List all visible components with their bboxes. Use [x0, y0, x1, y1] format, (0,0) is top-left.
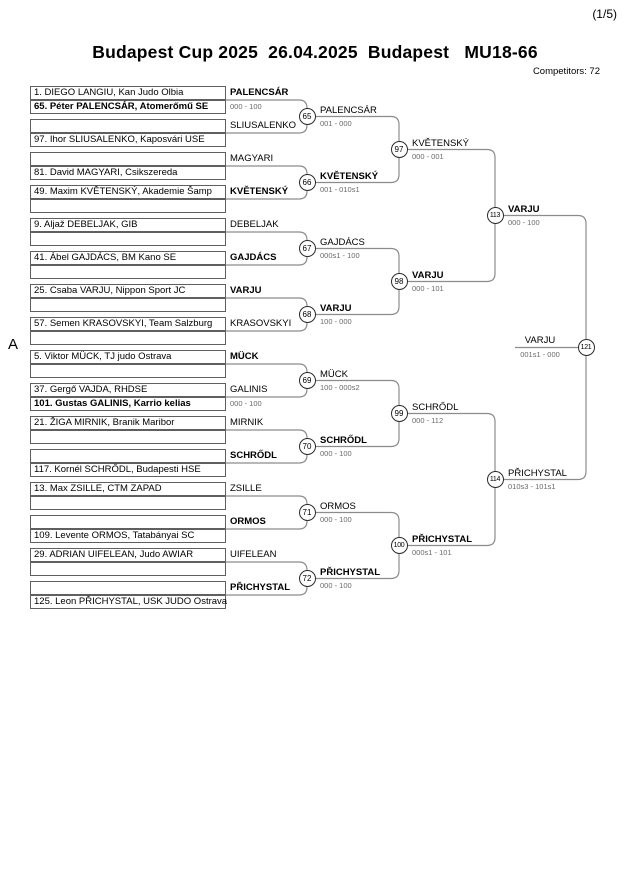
competitor-box: 5. Viktor MÜCK, TJ judo Ostrava — [30, 350, 226, 364]
competitor-box: 13. Max ZSILLE, CTM ZAPAD — [30, 482, 226, 496]
competitor-box — [30, 515, 226, 529]
competitor-box: 109. Levente ORMOS, Tatabányai SC — [30, 529, 226, 543]
round2-winner-label: PALENCSÁR — [320, 104, 377, 116]
competitor-box — [30, 581, 226, 595]
quarterfinal-match-score: 000 - 101 — [412, 283, 444, 293]
match-number-badge: 71 — [299, 504, 316, 521]
round2-winner-label: VARJU — [320, 302, 352, 314]
round2-winner-label: KVĚTENSKÝ — [320, 170, 379, 182]
section-marker-a: A — [8, 336, 19, 353]
quarterfinal-winner-label: VARJU — [412, 269, 444, 281]
round1-winner-label: MÜCK — [230, 351, 259, 362]
competitor-box — [30, 152, 226, 166]
round1-winner-label: KVĚTENSKÝ — [230, 186, 289, 197]
competitor-box: 21. ŽIGA MIRNIK, Branik Maribor — [30, 416, 226, 430]
quarterfinal-match-score: 000 - 001 — [412, 151, 444, 161]
match-number-badge: 70 — [299, 438, 316, 455]
quarterfinal-winner-label: SCHRŐDL — [412, 401, 459, 413]
match-number-badge: 72 — [299, 570, 316, 587]
competitor-box — [30, 562, 226, 576]
quarterfinal-winner-label: PŘICHYSTAL — [412, 533, 472, 545]
round1-winner-label: DEBELJAK — [230, 219, 279, 230]
match-number-badge: 69 — [299, 372, 316, 389]
round2-match-score: 000s1 - 100 — [320, 250, 360, 260]
round1-winner-label: PALENCSÁR — [230, 87, 289, 98]
competitors-count: Competitors: 72 — [532, 66, 600, 77]
round1-winner-label: KRASOVSKYI — [230, 318, 292, 329]
round1-winner-label: UIFELEAN — [230, 549, 277, 560]
semifinal-match-score: 000 - 100 — [508, 217, 540, 227]
competitor-box — [30, 265, 226, 279]
final-match-score: 001s1 - 000 — [520, 349, 560, 359]
round2-winner-label: SCHRŐDL — [320, 434, 367, 446]
round2-winner-label: MÜCK — [320, 368, 348, 380]
quarterfinal-match-score: 000 - 112 — [412, 415, 444, 425]
competitor-box — [30, 449, 226, 463]
competitor-box: 57. Semen KRASOVSKYI, Team Salzburg — [30, 317, 226, 331]
competitor-box — [30, 331, 226, 345]
competitor-box — [30, 232, 226, 246]
competitor-box: 41. Ábel GAJDÁCS, BM Kano SE — [30, 251, 226, 265]
competitor-box: 37. Gergő VAJDA, RHDSE — [30, 383, 226, 397]
round1-winner-label: GAJDÁCS — [230, 252, 277, 263]
semifinal-winner-label: PŘICHYSTAL — [508, 467, 567, 479]
match-number-badge: 97 — [391, 141, 408, 158]
match-number-badge: 99 — [391, 405, 408, 422]
match-number-badge: 121 — [578, 339, 595, 356]
competitor-box: 81. David MAGYARI, Csikszereda — [30, 166, 226, 180]
competitor-box — [30, 364, 226, 378]
competitor-box: 117. Kornél SCHRŐDL, Budapesti HSE — [30, 463, 226, 477]
semifinal-winner-label: VARJU — [508, 203, 540, 215]
round1-winner-label: GALINIS — [230, 384, 268, 395]
round2-match-score: 001 - 010s1 — [320, 184, 360, 194]
round1-winner-label: ZSILLE — [230, 483, 262, 494]
competitor-box: 29. ADRIAN UIFELEAN, Judo AWIAR — [30, 548, 226, 562]
round2-match-score: 100 - 000s2 — [320, 382, 360, 392]
round1-winner-label: SCHRŐDL — [230, 450, 277, 461]
match-number-badge: 114 — [487, 471, 504, 488]
round1-match-score: 000 - 100 — [230, 102, 262, 111]
round1-winner-label: SLIUSALENKO — [230, 120, 296, 131]
final-winner-label: VARJU — [524, 334, 556, 346]
round1-match-score: 000 - 100 — [230, 399, 262, 408]
competitor-box — [30, 298, 226, 312]
match-number-badge: 68 — [299, 306, 316, 323]
round2-winner-label: ORMOS — [320, 500, 356, 512]
competitor-box: 1. DIEGO LANGIU, Kan Judo Olbia — [30, 86, 226, 100]
round1-winner-label: PŘICHYSTAL — [230, 582, 290, 593]
match-number-badge: 98 — [391, 273, 408, 290]
competitor-box: 25. Csaba VARJU, Nippon Sport JC — [30, 284, 226, 298]
round2-match-score: 000 - 100 — [320, 514, 352, 524]
match-number-badge: 67 — [299, 240, 316, 257]
round2-match-score: 001 - 000 — [320, 118, 352, 128]
match-number-badge: 65 — [299, 108, 316, 125]
round2-match-score: 000 - 100 — [320, 448, 352, 458]
quarterfinal-winner-label: KVĚTENSKÝ — [412, 137, 470, 149]
competitor-box: 65. Péter PALENCSÁR, Atomerőmű SE — [30, 100, 226, 114]
competitor-box — [30, 199, 226, 213]
match-number-badge: 66 — [299, 174, 316, 191]
match-number-badge: 100 — [391, 537, 408, 554]
competitor-box: 9. Aljaž DEBELJAK, GIB — [30, 218, 226, 232]
page-number-indicator: (1/5) — [592, 7, 617, 21]
competitor-box: 49. Maxim KVĚTENSKÝ, Akademie Šamp — [30, 185, 226, 199]
round1-winner-label: MAGYARI — [230, 153, 274, 164]
round2-match-score: 100 - 000 — [320, 316, 352, 326]
round1-winner-label: VARJU — [230, 285, 262, 296]
semifinal-match-score: 010s3 - 101s1 — [508, 481, 556, 491]
competitor-box: 101. Gustas GALINIS, Karrio kelias — [30, 397, 226, 411]
page-title: Budapest Cup 2025 26.04.2025 Budapest MU18-66 — [92, 42, 538, 62]
competitor-box — [30, 119, 226, 133]
round1-winner-label: MIRNIK — [230, 417, 264, 428]
round2-winner-label: PŘICHYSTAL — [320, 566, 380, 578]
quarterfinal-match-score: 000s1 - 101 — [412, 547, 452, 557]
competitor-box: 97. Ihor SLIUSALENKO, Kaposvári USE — [30, 133, 226, 147]
competitor-box — [30, 496, 226, 510]
match-number-badge: 113 — [487, 207, 504, 224]
competitor-box — [30, 430, 226, 444]
competitor-box: 125. Leon PŘICHYSTAL, USK JUDO Ostrava — [30, 595, 226, 609]
round2-winner-label: GAJDÁCS — [320, 236, 365, 248]
round2-match-score: 000 - 100 — [320, 580, 352, 590]
round1-winner-label: ORMOS — [230, 516, 266, 527]
